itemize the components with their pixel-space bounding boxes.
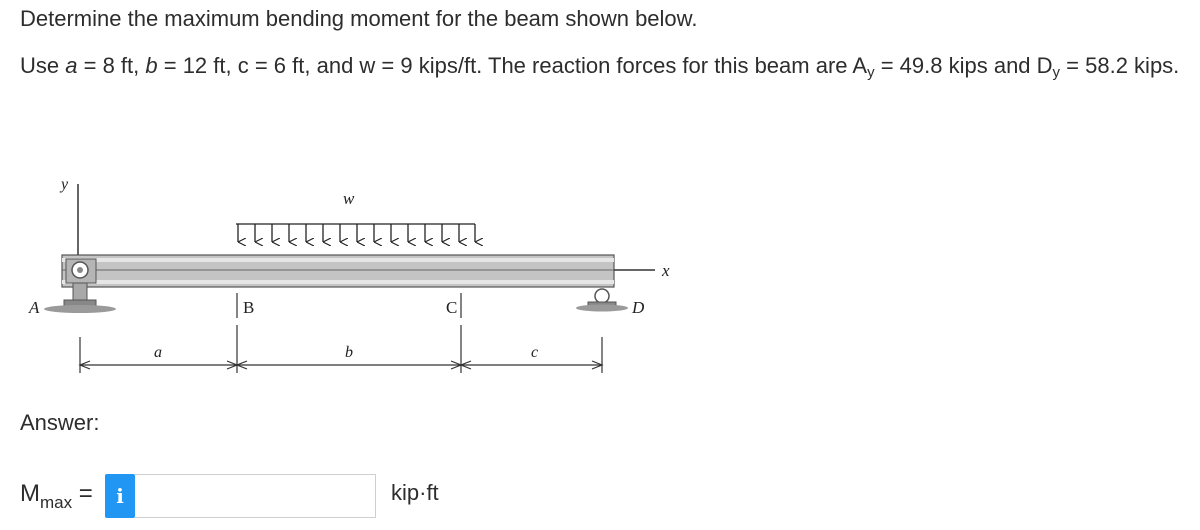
y-axis-label: y [61,176,69,193]
dimension-b-label: b [345,344,353,361]
beam [62,255,614,287]
problem-statement: Determine the maximum bending moment for the beam shown below. [20,6,698,31]
distributed-load [236,224,475,242]
answer-label: Answer: [20,410,100,435]
x-axis-label: x [662,261,670,280]
dimension-a-label: a [154,344,162,361]
unit-label: kip·ft [391,480,439,505]
point-b-label: B [243,298,255,317]
roller-support-d [576,289,628,312]
load-label: w [343,189,355,208]
mmax-label: $M_{max}$ = [20,480,93,512]
mmax-answer-input[interactable] [135,474,376,518]
point-a-label: A [29,298,40,317]
info-icon[interactable]: i [105,474,135,518]
dimension-c-label: c [531,344,539,361]
point-c-label: C [446,298,458,317]
point-d-label: D [632,298,645,317]
problem-givens: Use a = 8 ft, b = 12 ft, c = 6 ft, and w = 9 kips/ft. The reaction forces for this beam are $A_y = 49.8$ kips and $D_y = 58.2$ kips. [20,53,1180,81]
